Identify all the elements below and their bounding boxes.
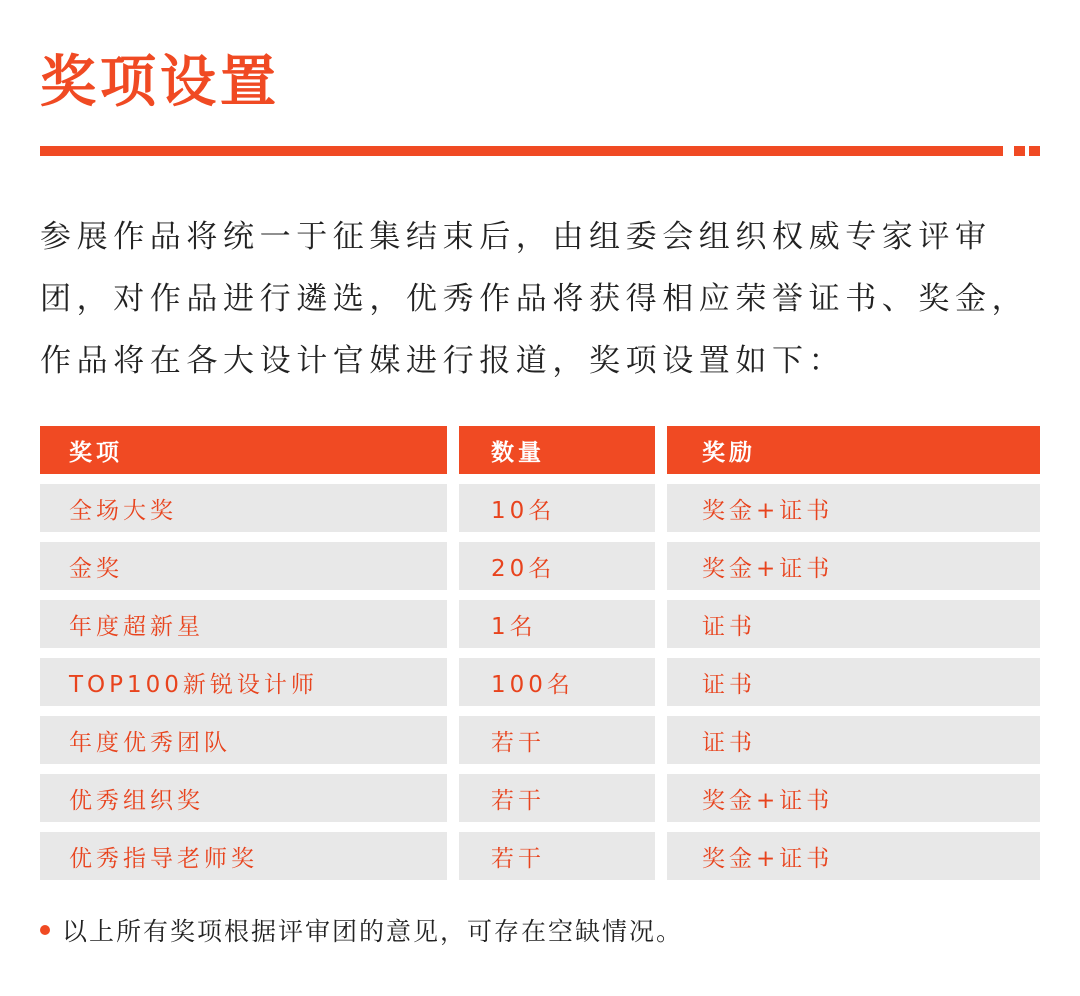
award-quantity: 1名 [459,600,655,648]
award-reward: 奖金+证书 [667,542,1040,590]
award-reward: 奖金+证书 [667,832,1040,880]
header-award: 奖项 [40,426,447,474]
award-quantity: 10名 [459,484,655,532]
award-reward: 证书 [667,600,1040,648]
bullet-dot-icon [40,925,50,935]
footnote [40,912,683,948]
award-quantity: 若干 [459,832,655,880]
header-reward: 奖励 [667,426,1040,474]
award-quantity: 100名 [459,658,655,706]
intro-paragraph: 参展作品将统一于征集结束后，由组委会组织权威专家评审团，对作品进行遴选，优秀作品将获得相应荣誉证书、奖金，作品将在各大设计官媒进行报道，奖项设置如下： [40,219,1029,379]
award-name: 全场大奖 [40,484,447,532]
award-reward: 奖金+证书 [667,774,1040,822]
table-row [40,484,1040,532]
table-row [40,658,1040,706]
divider-dot [1029,146,1040,156]
header-quantity: 数量 [459,426,655,474]
award-name: TOP100新锐设计师 [40,658,447,706]
award-name: 年度优秀团队 [40,716,447,764]
table-row [40,600,1040,648]
award-name: 优秀指导老师奖 [40,832,447,880]
table-row [40,542,1040,590]
table-row [40,774,1040,822]
award-name: 年度超新星 [40,600,447,648]
award-name: 优秀组织奖 [40,774,447,822]
awards-table [40,426,1040,890]
footnote-text: 以上所有奖项根据评审团的意见，可存在空缺情况。 [62,917,684,946]
divider-dot [1014,146,1025,156]
award-reward: 证书 [667,716,1040,764]
title-underline [40,146,1003,156]
table-row [40,832,1040,880]
award-reward: 奖金+证书 [667,484,1040,532]
table-row [40,716,1040,764]
table-header-row [40,426,1040,474]
award-quantity: 20名 [459,542,655,590]
award-quantity: 若干 [459,716,655,764]
award-quantity: 若干 [459,774,655,822]
award-name: 金奖 [40,542,447,590]
page-title: 奖项设置 [40,50,280,115]
award-reward: 证书 [667,658,1040,706]
